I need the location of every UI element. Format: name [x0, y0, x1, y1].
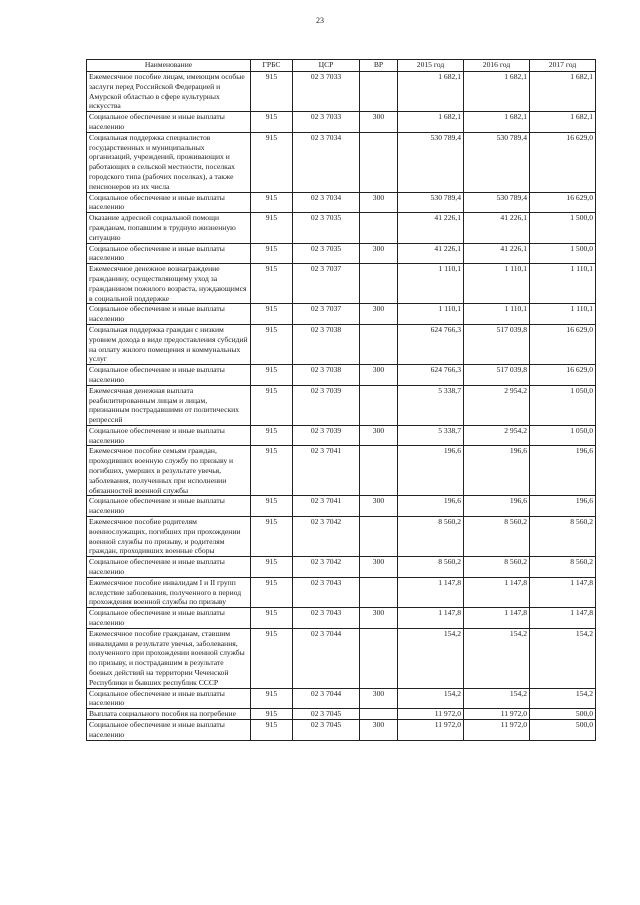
- row-vr: 300: [360, 688, 398, 709]
- row-value-2016: 11 972,0: [464, 720, 530, 741]
- row-name: Ежемесячное пособие гражданам, ставшим инвалидами в результате увечья, заболевания, полученного при прохождении военной службы по призыву, и пострадавшим в результате боевых действий на территории Чеченской Республики и бывших республик СССР: [87, 628, 251, 688]
- row-name: Социальное обеспечение и иные выплаты населению: [87, 425, 251, 446]
- table-row: [87, 517, 596, 557]
- row-value-2017: 16 629,0: [530, 192, 596, 213]
- row-value-2017: 1 500,0: [530, 243, 596, 264]
- header-2016: 2016 год: [464, 60, 530, 72]
- table-row: [87, 304, 596, 325]
- row-vr: 300: [360, 496, 398, 517]
- row-grbs: 915: [251, 72, 293, 112]
- table-row: [87, 192, 596, 213]
- row-value-2017: 1 050,0: [530, 425, 596, 446]
- row-vr: 300: [360, 365, 398, 386]
- table-body: [87, 72, 596, 741]
- table-row: [87, 324, 596, 364]
- row-value-2016: 1 682,1: [464, 112, 530, 133]
- table-row: [87, 112, 596, 133]
- row-value-2015: 1 682,1: [398, 112, 464, 133]
- row-vr: [360, 213, 398, 243]
- row-value-2016: 8 560,2: [464, 517, 530, 557]
- row-value-2015: 1 147,8: [398, 577, 464, 607]
- row-value-2015: 41 226,1: [398, 243, 464, 264]
- row-csr: 02 3 7042: [293, 517, 360, 557]
- row-value-2017: 8 560,2: [530, 517, 596, 557]
- table-row: [87, 688, 596, 709]
- row-vr: [360, 132, 398, 192]
- row-grbs: 915: [251, 112, 293, 133]
- row-value-2015: 196,6: [398, 496, 464, 517]
- row-vr: [360, 385, 398, 425]
- row-value-2015: 624 766,3: [398, 365, 464, 386]
- row-value-2017: 1 682,1: [530, 112, 596, 133]
- row-csr: 02 3 7045: [293, 709, 360, 720]
- row-grbs: 915: [251, 577, 293, 607]
- row-grbs: 915: [251, 557, 293, 578]
- row-value-2017: 8 560,2: [530, 557, 596, 578]
- row-value-2017: 16 629,0: [530, 365, 596, 386]
- table-header-row: [87, 60, 596, 72]
- header-2015: 2015 год: [398, 60, 464, 72]
- row-value-2016: 2 954,2: [464, 425, 530, 446]
- row-value-2016: 196,6: [464, 446, 530, 496]
- table-row: [87, 425, 596, 446]
- row-grbs: 915: [251, 628, 293, 688]
- row-value-2016: 1 110,1: [464, 304, 530, 325]
- row-vr: [360, 264, 398, 304]
- row-csr: 02 3 7044: [293, 628, 360, 688]
- row-vr: [360, 72, 398, 112]
- row-value-2015: 5 338,7: [398, 385, 464, 425]
- row-grbs: 915: [251, 688, 293, 709]
- row-value-2016: 1 682,1: [464, 72, 530, 112]
- header-grbs: ГРБС: [251, 60, 293, 72]
- row-csr: 02 3 7039: [293, 385, 360, 425]
- row-value-2017: 500,0: [530, 720, 596, 741]
- row-value-2016: 154,2: [464, 628, 530, 688]
- page-number: 23: [316, 16, 324, 25]
- row-value-2015: 11 972,0: [398, 720, 464, 741]
- row-csr: 02 3 7034: [293, 132, 360, 192]
- table-row: [87, 496, 596, 517]
- table-row: [87, 557, 596, 578]
- table-row: [87, 720, 596, 741]
- row-value-2015: 8 560,2: [398, 557, 464, 578]
- row-value-2016: 11 972,0: [464, 709, 530, 720]
- table-row: [87, 608, 596, 629]
- row-name: Ежемесячная денежная выплата реабилитированным лицам и лицам, признанным пострадавшими от политических репрессий: [87, 385, 251, 425]
- row-value-2016: 8 560,2: [464, 557, 530, 578]
- header-vr: ВР: [360, 60, 398, 72]
- row-grbs: 915: [251, 446, 293, 496]
- row-value-2016: 517 039,8: [464, 324, 530, 364]
- header-2017: 2017 год: [530, 60, 596, 72]
- row-value-2016: 41 226,1: [464, 243, 530, 264]
- row-name: Ежемесячное пособие инвалидам I и II групп вследствие заболевания, полученного в период прохождения военной службы по призыву: [87, 577, 251, 607]
- row-value-2015: 11 972,0: [398, 709, 464, 720]
- row-value-2015: 530 789,4: [398, 192, 464, 213]
- row-grbs: 915: [251, 192, 293, 213]
- row-value-2015: 41 226,1: [398, 213, 464, 243]
- row-name: Социальное обеспечение и иные выплаты населению: [87, 365, 251, 386]
- row-name: Социальное обеспечение и иные выплаты населению: [87, 112, 251, 133]
- row-value-2015: 1 110,1: [398, 304, 464, 325]
- row-name: Социальное обеспечение и иные выплаты населению: [87, 304, 251, 325]
- row-grbs: 915: [251, 264, 293, 304]
- row-csr: 02 3 7033: [293, 72, 360, 112]
- row-value-2015: 530 789,4: [398, 132, 464, 192]
- row-vr: [360, 517, 398, 557]
- row-value-2017: 196,6: [530, 496, 596, 517]
- row-value-2017: 1 147,8: [530, 608, 596, 629]
- row-grbs: 915: [251, 324, 293, 364]
- row-value-2017: 500,0: [530, 709, 596, 720]
- table-row: [87, 446, 596, 496]
- row-csr: 02 3 7045: [293, 720, 360, 741]
- row-value-2015: 8 560,2: [398, 517, 464, 557]
- table-row: [87, 243, 596, 264]
- row-name: Ежемесячное денежное вознаграждение гражданину, осуществляющему уход за гражданином пожилого возраста, нуждающимся в социальной поддержке: [87, 264, 251, 304]
- row-vr: 300: [360, 192, 398, 213]
- row-grbs: 915: [251, 608, 293, 629]
- row-csr: 02 3 7039: [293, 425, 360, 446]
- row-vr: 300: [360, 720, 398, 741]
- row-name: Социальное обеспечение и иные выплаты населению: [87, 608, 251, 629]
- row-value-2017: 154,2: [530, 628, 596, 688]
- row-value-2016: 196,6: [464, 496, 530, 517]
- row-name: Социальное обеспечение и иные выплаты населению: [87, 557, 251, 578]
- header-name: Наименование: [87, 60, 251, 72]
- row-vr: [360, 446, 398, 496]
- table-row: [87, 628, 596, 688]
- budget-table: [86, 59, 596, 741]
- row-grbs: 915: [251, 496, 293, 517]
- row-csr: 02 3 7033: [293, 112, 360, 133]
- row-value-2016: 530 789,4: [464, 192, 530, 213]
- row-name: Социальное обеспечение и иные выплаты населению: [87, 192, 251, 213]
- row-value-2016: 530 789,4: [464, 132, 530, 192]
- table-row: [87, 577, 596, 607]
- row-value-2016: 41 226,1: [464, 213, 530, 243]
- row-vr: 300: [360, 304, 398, 325]
- row-vr: 300: [360, 608, 398, 629]
- row-value-2016: 1 147,8: [464, 577, 530, 607]
- row-csr: 02 3 7044: [293, 688, 360, 709]
- table-row: [87, 385, 596, 425]
- row-csr: 02 3 7041: [293, 446, 360, 496]
- row-vr: [360, 324, 398, 364]
- table-row: [87, 365, 596, 386]
- row-name: Социальное обеспечение и иные выплаты населению: [87, 243, 251, 264]
- row-value-2016: 154,2: [464, 688, 530, 709]
- table-row: [87, 72, 596, 112]
- row-value-2015: 196,6: [398, 446, 464, 496]
- row-csr: 02 3 7037: [293, 264, 360, 304]
- row-value-2016: 517 039,8: [464, 365, 530, 386]
- row-grbs: 915: [251, 213, 293, 243]
- row-grbs: 915: [251, 720, 293, 741]
- row-grbs: 915: [251, 517, 293, 557]
- row-value-2017: 1 147,8: [530, 577, 596, 607]
- row-csr: 02 3 7037: [293, 304, 360, 325]
- row-value-2017: 16 629,0: [530, 132, 596, 192]
- row-csr: 02 3 7038: [293, 365, 360, 386]
- row-value-2015: 5 338,7: [398, 425, 464, 446]
- row-name: Социальное обеспечение и иные выплаты населению: [87, 720, 251, 741]
- row-vr: [360, 577, 398, 607]
- row-grbs: 915: [251, 709, 293, 720]
- row-value-2017: 154,2: [530, 688, 596, 709]
- row-csr: 02 3 7035: [293, 243, 360, 264]
- row-value-2016: 2 954,2: [464, 385, 530, 425]
- row-value-2015: 624 766,3: [398, 324, 464, 364]
- row-name: Ежемесячное пособие семьям граждан, проходивших военную службу по призыву и погибших, умерших в результате увечья, заболевания, полученных при исполнении обязанностей военной службы: [87, 446, 251, 496]
- row-grbs: 915: [251, 243, 293, 264]
- table-row: [87, 264, 596, 304]
- row-value-2017: 1 682,1: [530, 72, 596, 112]
- row-name: Социальное обеспечение и иные выплаты населению: [87, 688, 251, 709]
- row-grbs: 915: [251, 304, 293, 325]
- row-value-2015: 1 147,8: [398, 608, 464, 629]
- row-csr: 02 3 7035: [293, 213, 360, 243]
- row-value-2015: 1 110,1: [398, 264, 464, 304]
- row-grbs: 915: [251, 385, 293, 425]
- row-grbs: 915: [251, 425, 293, 446]
- row-vr: 300: [360, 425, 398, 446]
- row-name: Оказание адресной социальной помощи гражданам, попавшим в трудную жизненную ситуацию: [87, 213, 251, 243]
- row-value-2017: 1 500,0: [530, 213, 596, 243]
- row-value-2017: 1 050,0: [530, 385, 596, 425]
- row-value-2015: 1 682,1: [398, 72, 464, 112]
- row-csr: 02 3 7034: [293, 192, 360, 213]
- row-grbs: 915: [251, 132, 293, 192]
- table-row: [87, 213, 596, 243]
- table-row: [87, 132, 596, 192]
- row-csr: 02 3 7038: [293, 324, 360, 364]
- row-value-2017: 1 110,1: [530, 264, 596, 304]
- row-csr: 02 3 7042: [293, 557, 360, 578]
- row-vr: 300: [360, 112, 398, 133]
- row-value-2016: 1 110,1: [464, 264, 530, 304]
- row-value-2016: 1 147,8: [464, 608, 530, 629]
- row-name: Ежемесячное пособие родителям военнослужащих, погибших при прохождении военной службы по призыву, и родителям граждан, проходивших военные сборы: [87, 517, 251, 557]
- row-vr: [360, 628, 398, 688]
- row-vr: 300: [360, 557, 398, 578]
- row-name: Ежемесячное пособие лицам, имеющим особые заслуги перед Российской Федерацией и Амурской областью в сфере культурных искусства: [87, 72, 251, 112]
- row-grbs: 915: [251, 365, 293, 386]
- row-value-2017: 16 629,0: [530, 324, 596, 364]
- row-vr: [360, 709, 398, 720]
- row-vr: 300: [360, 243, 398, 264]
- header-csr: ЦСР: [293, 60, 360, 72]
- row-name: Выплата социального пособия на погребение: [87, 709, 251, 720]
- row-name: Социальное обеспечение и иные выплаты населению: [87, 496, 251, 517]
- row-csr: 02 3 7043: [293, 608, 360, 629]
- row-csr: 02 3 7043: [293, 577, 360, 607]
- row-value-2017: 196,6: [530, 446, 596, 496]
- row-name: Социальная поддержка граждан с низким уровнем дохода в виде предоставления субсидий на оплату жилого помещения и коммунальных услуг: [87, 324, 251, 364]
- row-name: Социальная поддержка специалистов государственных и муниципальных организаций, учреждений, проживающих и работающих в сельской местности, поселках городского типа (рабочих поселках), а также пенсионеров из их числа: [87, 132, 251, 192]
- row-value-2017: 1 110,1: [530, 304, 596, 325]
- row-csr: 02 3 7041: [293, 496, 360, 517]
- row-value-2015: 154,2: [398, 628, 464, 688]
- table-row: [87, 709, 596, 720]
- row-value-2015: 154,2: [398, 688, 464, 709]
